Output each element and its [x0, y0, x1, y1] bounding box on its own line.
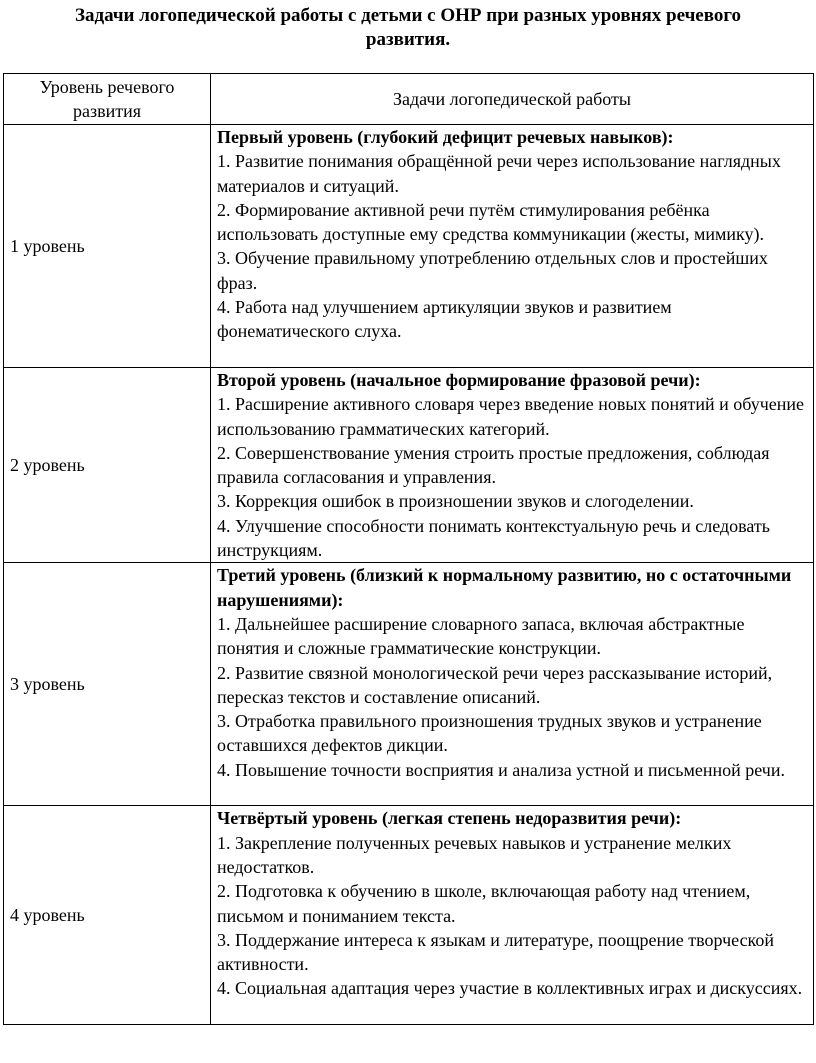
- title-line-1: Задачи логопедической работы с детьми с ОНР при разных уровнях речевого: [74, 5, 742, 26]
- task-item: 1. Расширение активного словаря через введение новых понятий и обучение использованию грамматических категорий.: [217, 394, 805, 439]
- section-heading: Второй уровень (начальное формирование фразовой речи):: [217, 370, 701, 390]
- header-level: Уровень речевого развития: [4, 74, 211, 125]
- section-heading: Первый уровень (глубокий дефицит речевых навыков):: [217, 127, 674, 147]
- title-line-2: развития.: [365, 29, 451, 50]
- tasks-cell: [211, 368, 814, 563]
- section-heading: Четвёртый уровень (легкая степень недоразвития речи):: [217, 808, 682, 829]
- tasks-cell: [211, 125, 814, 368]
- section-heading: Третий уровень (близкий к нормальному развитию, но с остаточными нарушениями):: [217, 565, 792, 610]
- task-item: 4. Работа над улучшением артикуляции звуков и развитием фонематического слуха.: [217, 297, 672, 342]
- task-item: 4. Повышение точности восприятия и анализа устной и письменной речи.: [217, 759, 785, 780]
- tasks-cell: [211, 563, 814, 806]
- table-row: [4, 563, 814, 806]
- header-tasks: Задачи логопедической работы: [211, 74, 814, 125]
- task-item: 3. Отработка правильного произношения трудных звуков и устранение оставшихся дефектов дикции.: [217, 711, 762, 756]
- task-item: 2. Подготовка к обучению в школе, включающая работу над чтением, письмом и пониманием текста.: [217, 881, 751, 926]
- level-cell: 2 уровень: [4, 368, 211, 563]
- level-cell: 3 уровень: [4, 563, 211, 806]
- task-item: 1. Дальнейшее расширение словарного запаса, включая абстрактные понятия и сложные грамматические конструкции.: [217, 613, 745, 659]
- task-item: 2. Совершенствование умения строить простые предложения, соблюдая правила согласования и управления.: [217, 442, 770, 488]
- task-item: 1. Закрепление полученных речевых навыков и устранение мелких недостатков.: [217, 832, 732, 877]
- task-item: 3. Коррекция ошибок в произношении звуков и слогоделении.: [217, 491, 694, 512]
- document-title: [0, 4, 816, 52]
- level-cell: 4 уровень: [4, 806, 211, 1025]
- task-item: 1. Развитие понимания обращённой речи через использование наглядных материалов и ситуаций.: [217, 151, 781, 196]
- table-row: [4, 125, 814, 368]
- task-item: 2. Формирование активной речи путём стимулирования ребёнка использовать доступные ему средства коммуникации (жесты, мимику).: [217, 199, 765, 245]
- level-cell: 1 уровень: [4, 125, 211, 368]
- table-header-row: [4, 74, 814, 125]
- task-item: 3. Обучение правильному употреблению отдельных слов и простейших фраз.: [217, 248, 768, 293]
- table-row: [4, 806, 814, 1025]
- tasks-table: [3, 73, 814, 1025]
- table-row: [4, 368, 814, 563]
- task-item: 4. Улучшение способности понимать контекстуальную речь и следовать инструкциям.: [217, 515, 770, 561]
- task-item: 3. Поддержание интереса к языкам и литературе, поощрение творческой активности.: [217, 929, 775, 975]
- task-item: 4. Социальная адаптация через участие в коллективных играх и дискуссиях.: [217, 978, 803, 999]
- task-item: 2. Развитие связной монологической речи через рассказывание историй, пересказ текстов и составление описаний.: [217, 662, 773, 707]
- tasks-cell: [211, 806, 814, 1025]
